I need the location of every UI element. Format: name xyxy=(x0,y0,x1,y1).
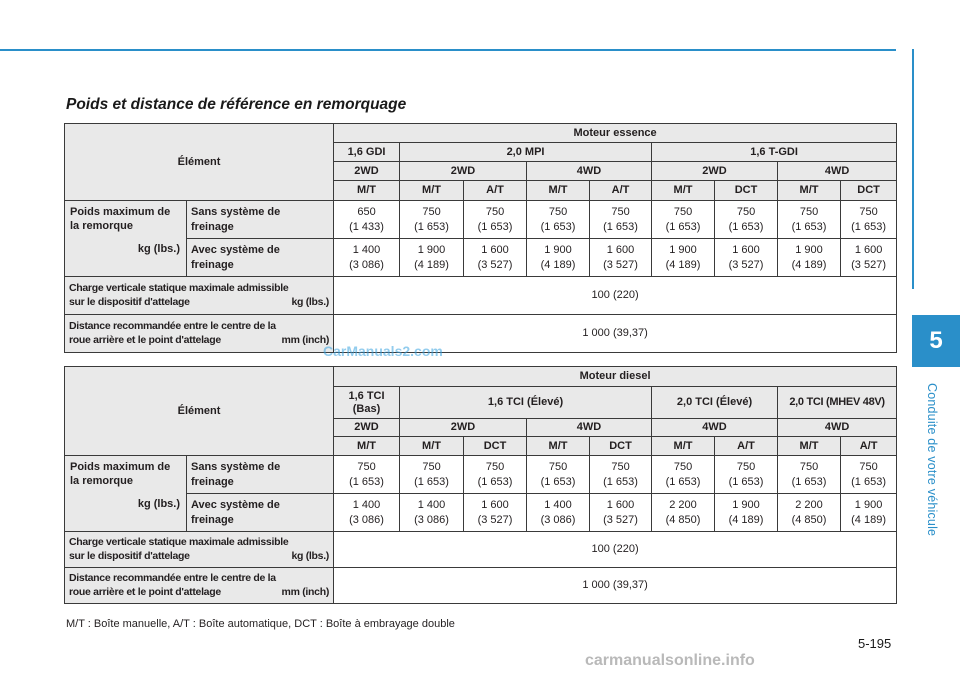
kg-value: 750 xyxy=(485,206,505,219)
lbs-value: (4 850) xyxy=(791,513,827,526)
label-line xyxy=(69,586,331,600)
lbs-value: (1 653) xyxy=(603,220,638,233)
row-label-line: Sans système de xyxy=(191,206,281,219)
kg-value: 1 900 xyxy=(795,244,823,257)
lbs-value: (1 653) xyxy=(728,220,764,233)
lbs-value: (4 189) xyxy=(728,513,764,526)
value-cell xyxy=(590,456,652,494)
value-cell xyxy=(841,456,897,494)
kg-value: 1 600 xyxy=(481,244,509,257)
engine-header: 2,0 TCI (Élevé) xyxy=(652,387,778,419)
lbs-value: (3 086) xyxy=(349,258,384,271)
lbs-value: (3 527) xyxy=(477,258,513,271)
element-header: Élément xyxy=(65,124,334,201)
transmission-header: M/T xyxy=(652,437,715,456)
section-title: Poids et distance de référence en remorquage xyxy=(66,96,407,113)
lbs-value: (3 527) xyxy=(851,258,886,271)
group-label-line: Poids maximum de xyxy=(70,461,171,473)
kg-value: 750 xyxy=(736,461,756,474)
engine-header: 1,6 TCI (Bas) xyxy=(334,387,400,419)
lbs-value: (3 086) xyxy=(540,513,576,526)
footer-watermark: carmanualsonline.info xyxy=(585,652,755,669)
kg-value: 1 900 xyxy=(854,499,883,512)
value-cell xyxy=(334,239,400,277)
kg-value: 750 xyxy=(548,206,568,219)
kg-value: 750 xyxy=(799,206,819,219)
no-brake-label xyxy=(187,456,334,494)
label-text: sur le dispositif d'attelage xyxy=(69,295,190,308)
row-label-line: freinage xyxy=(191,258,234,271)
label-text: roue arrière et le point d'attelage xyxy=(69,585,221,598)
transmission-header: A/T xyxy=(590,181,652,201)
label-line xyxy=(69,334,331,348)
value-cell xyxy=(527,456,590,494)
value-cell xyxy=(334,456,400,494)
table-row xyxy=(65,239,897,277)
chapter-title-vertical: Conduite de votre véhicule xyxy=(925,383,939,537)
kg-value: 750 xyxy=(859,206,878,219)
label-unit: kg (lbs.) xyxy=(291,295,330,308)
transmission-header: M/T xyxy=(652,181,715,201)
lbs-value: (3 527) xyxy=(728,258,764,271)
lbs-value: (4 189) xyxy=(851,513,886,526)
value-cell xyxy=(400,239,464,277)
transmission-header: M/T xyxy=(334,181,400,201)
kg-value: 650 xyxy=(357,206,376,219)
max-trailer-weight-label xyxy=(65,201,187,277)
kg-value: 750 xyxy=(673,206,693,219)
value-cell xyxy=(400,201,464,239)
value-cell xyxy=(590,201,652,239)
value-cell xyxy=(464,239,527,277)
row-label-line: Avec système de xyxy=(191,499,280,512)
lbs-value: (1 653) xyxy=(851,220,886,233)
lbs-value: (1 653) xyxy=(728,475,764,488)
value-cell xyxy=(334,494,400,532)
kg-value: 750 xyxy=(611,461,630,474)
distance-value: 1 000 (39,37) xyxy=(334,568,897,604)
group-label-line: la remorque xyxy=(70,220,133,233)
kg-value: 1 400 xyxy=(417,499,446,512)
lbs-value: (4 189) xyxy=(414,258,449,271)
value-cell xyxy=(527,494,590,532)
drive-header: 2WD xyxy=(400,419,527,437)
lbs-value: (1 653) xyxy=(414,220,449,233)
engine-header: 1,6 TCI (Élevé) xyxy=(400,387,652,419)
value-cell xyxy=(841,494,897,532)
drive-header: 4WD xyxy=(778,162,897,181)
lbs-value: (1 653) xyxy=(349,475,384,488)
label-line xyxy=(69,550,331,564)
label-unit: mm (inch) xyxy=(281,333,330,346)
kg-value: 1 900 xyxy=(669,244,697,257)
lbs-value: (1 653) xyxy=(414,475,449,488)
kg-value: 750 xyxy=(422,206,441,219)
lbs-value: (3 527) xyxy=(603,513,638,526)
engine-header: 2,0 TCI (MHEV 48V) xyxy=(778,387,897,419)
lbs-value: (1 653) xyxy=(851,475,886,488)
value-cell xyxy=(841,201,897,239)
max-trailer-weight-label xyxy=(65,456,187,532)
kg-value: 1 600 xyxy=(606,244,635,257)
vertical-load-value: 100 (220) xyxy=(334,277,897,315)
value-cell xyxy=(715,239,778,277)
value-cell xyxy=(841,239,897,277)
engine-header: 1,6 GDI xyxy=(334,143,400,162)
transmission-header: DCT xyxy=(464,437,527,456)
value-cell xyxy=(464,201,527,239)
transmission-header: A/T xyxy=(464,181,527,201)
label-unit: kg (lbs.) xyxy=(291,549,330,562)
no-brake-label xyxy=(187,201,334,239)
kg-value: 750 xyxy=(736,206,756,219)
kg-value: 1 600 xyxy=(854,244,883,257)
lbs-value: (4 189) xyxy=(540,258,576,271)
kg-value: 750 xyxy=(357,461,376,474)
lbs-value: (1 653) xyxy=(603,475,638,488)
lbs-value: (4 189) xyxy=(665,258,701,271)
value-cell xyxy=(778,239,841,277)
side-rule xyxy=(912,49,914,289)
lbs-value: (1 433) xyxy=(349,220,384,233)
value-cell xyxy=(778,456,841,494)
drive-header: 2WD xyxy=(400,162,527,181)
transmission-header: M/T xyxy=(527,181,590,201)
table-row xyxy=(65,201,897,239)
lbs-value: (4 189) xyxy=(791,258,827,271)
value-cell xyxy=(652,494,715,532)
table-row xyxy=(65,532,897,568)
lbs-value: (1 653) xyxy=(477,220,513,233)
lbs-value: (1 653) xyxy=(665,220,701,233)
lbs-value: (1 653) xyxy=(540,475,576,488)
lbs-value: (1 653) xyxy=(791,475,827,488)
kg-value: 750 xyxy=(859,461,878,474)
page-number: 5-195 xyxy=(858,636,892,651)
kg-value: 1 400 xyxy=(544,499,572,512)
kg-value: 750 xyxy=(611,206,630,219)
kg-value: 750 xyxy=(485,461,505,474)
row-label-line: freinage xyxy=(191,513,234,526)
drive-header: 4WD xyxy=(652,419,778,437)
engine-header: 2,0 MPI xyxy=(400,143,652,162)
row-label-line: Sans système de xyxy=(191,461,281,474)
kg-value: 2 200 xyxy=(669,499,697,512)
group-label-unit: kg (lbs.) xyxy=(137,497,180,510)
diesel-towing-table xyxy=(64,366,897,604)
transmission-header: A/T xyxy=(841,437,897,456)
transmission-header: M/T xyxy=(778,437,841,456)
label-line: Distance recommandée entre le centre de la xyxy=(69,319,276,332)
drive-header: 2WD xyxy=(652,162,778,181)
kg-value: 1 400 xyxy=(352,244,381,257)
transmission-header: M/T xyxy=(778,181,841,201)
value-cell xyxy=(527,239,590,277)
lbs-value: (3 086) xyxy=(349,513,384,526)
value-cell xyxy=(527,201,590,239)
value-cell xyxy=(590,494,652,532)
lbs-value: (1 653) xyxy=(477,475,513,488)
row-label-line: freinage xyxy=(191,475,234,488)
value-cell xyxy=(652,456,715,494)
value-cell xyxy=(464,494,527,532)
value-cell xyxy=(334,201,400,239)
transmission-header: M/T xyxy=(400,181,464,201)
label-text: roue arrière et le point d'attelage xyxy=(69,333,221,346)
value-cell xyxy=(400,494,464,532)
lbs-value: (1 653) xyxy=(540,220,576,233)
lbs-value: (3 527) xyxy=(477,513,513,526)
value-cell xyxy=(778,494,841,532)
transmission-header: M/T xyxy=(334,437,400,456)
value-cell xyxy=(715,494,778,532)
group-label-line: Poids maximum de xyxy=(70,206,171,218)
with-brake-label xyxy=(187,494,334,532)
vertical-load-value: 100 (220) xyxy=(334,532,897,568)
value-cell xyxy=(715,456,778,494)
value-cell xyxy=(464,456,527,494)
vertical-load-label xyxy=(65,532,334,568)
with-brake-label xyxy=(187,239,334,277)
watermark: CarManuals2.com xyxy=(323,343,443,359)
lbs-value: (1 653) xyxy=(791,220,827,233)
distance-value: 1 000 (39,37) xyxy=(334,315,897,353)
drive-header: 2WD xyxy=(334,419,400,437)
kg-value: 1 400 xyxy=(352,499,381,512)
label-line: Charge verticale statique maximale admissible xyxy=(69,535,289,548)
value-cell xyxy=(715,201,778,239)
transmission-header: DCT xyxy=(841,181,897,201)
lbs-value: (4 850) xyxy=(665,513,701,526)
drive-header: 2WD xyxy=(334,162,400,181)
kg-value: 1 900 xyxy=(417,244,446,257)
label-line: Charge verticale statique maximale admissible xyxy=(69,281,289,294)
transmission-header: DCT xyxy=(715,181,778,201)
engine-header: 1,6 T-GDI xyxy=(652,143,897,162)
drive-header: 4WD xyxy=(778,419,897,437)
value-cell xyxy=(400,456,464,494)
kg-value: 750 xyxy=(422,461,441,474)
lbs-value: (3 527) xyxy=(603,258,638,271)
value-cell xyxy=(590,239,652,277)
element-header: Élément xyxy=(65,367,334,456)
kg-value: 750 xyxy=(673,461,693,474)
group-label-line: la remorque xyxy=(70,475,133,488)
chapter-number-tab[interactable]: 5 xyxy=(912,315,960,367)
engine-type-header: Moteur diesel xyxy=(334,367,897,387)
kg-value: 1 900 xyxy=(732,499,760,512)
label-unit: mm (inch) xyxy=(281,585,330,598)
petrol-towing-table xyxy=(64,123,897,353)
group-label-unit: kg (lbs.) xyxy=(137,242,180,255)
vertical-load-label xyxy=(65,277,334,315)
table-row xyxy=(65,568,897,604)
kg-value: 2 200 xyxy=(795,499,823,512)
transmission-header: M/T xyxy=(400,437,464,456)
label-text: sur le dispositif d'attelage xyxy=(69,549,190,562)
value-cell xyxy=(652,239,715,277)
table-row xyxy=(65,277,897,315)
row-label-line: freinage xyxy=(191,220,234,233)
kg-value: 750 xyxy=(799,461,819,474)
kg-value: 1 600 xyxy=(732,244,760,257)
distance-label xyxy=(65,568,334,604)
kg-value: 1 900 xyxy=(544,244,572,257)
table-row xyxy=(65,315,897,353)
engine-type-header: Moteur essence xyxy=(334,124,897,143)
label-line: Distance recommandée entre le centre de la xyxy=(69,571,276,584)
kg-value: 750 xyxy=(548,461,568,474)
lbs-value: (3 086) xyxy=(414,513,449,526)
transmission-header: A/T xyxy=(715,437,778,456)
transmission-footnote: M/T : Boîte manuelle, A/T : Boîte automatique, DCT : Boîte à embrayage double xyxy=(66,618,455,630)
table-row xyxy=(65,456,897,494)
transmission-header: DCT xyxy=(590,437,652,456)
lbs-value: (1 653) xyxy=(665,475,701,488)
header-rule xyxy=(0,49,896,51)
row-label-line: Avec système de xyxy=(191,244,280,257)
kg-value: 1 600 xyxy=(481,499,509,512)
drive-header: 4WD xyxy=(527,419,652,437)
value-cell xyxy=(652,201,715,239)
table-row xyxy=(65,494,897,532)
label-line xyxy=(69,296,331,310)
transmission-header: M/T xyxy=(527,437,590,456)
kg-value: 1 600 xyxy=(606,499,635,512)
drive-header: 4WD xyxy=(527,162,652,181)
value-cell xyxy=(778,201,841,239)
distance-label xyxy=(65,315,334,353)
